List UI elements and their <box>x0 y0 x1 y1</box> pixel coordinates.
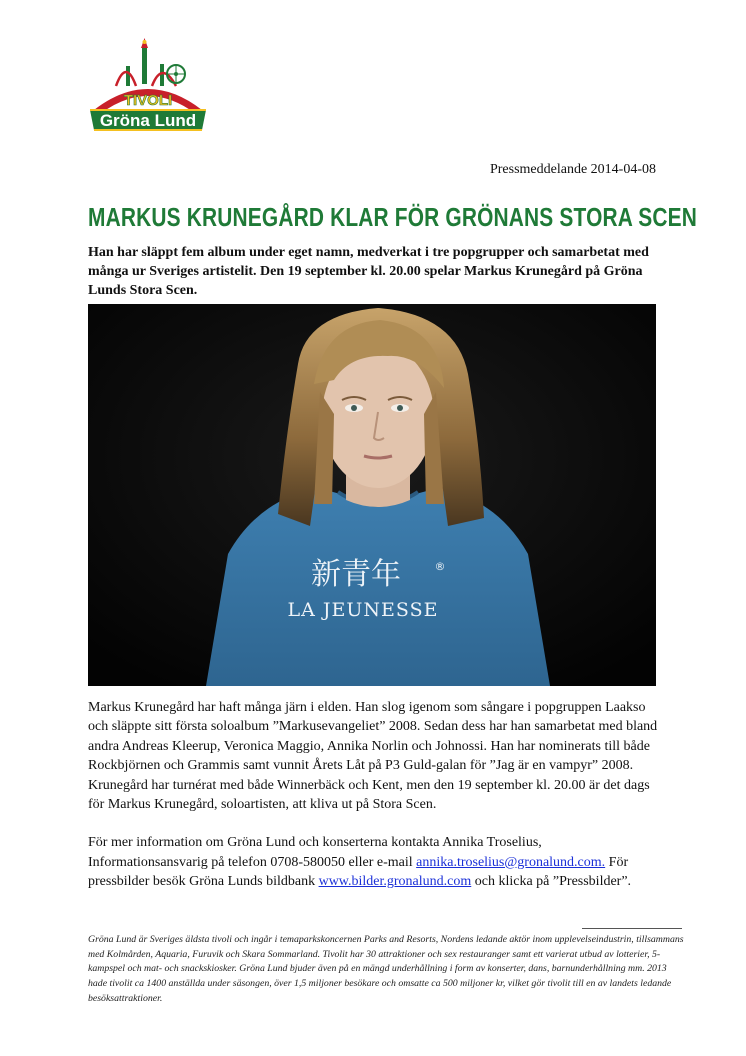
logo-bottom-text: Gröna Lund <box>99 111 197 130</box>
grona-lund-logo <box>86 38 210 134</box>
grona-lund-logo-graphic <box>86 38 210 134</box>
press-images-text: För pressbilder besök Gröna Lunds bildbank <box>88 854 629 890</box>
press-release-date: Pressmeddelande 2014-04-08 <box>489 162 656 177</box>
contact-text: För mer information om Gröna Lund och konserterna kontakta Annika Troselius, Informationsansvarig på telefon 0708-580050 eller e-mail <box>88 835 542 870</box>
page-title: MARKUS KRUNEGÅRD KLAR FÖR GRÖNANS STORA SCEN <box>88 204 697 232</box>
email-link[interactable]: annika.troselius@gronalund.com. <box>416 854 606 870</box>
artist-photo <box>88 304 656 686</box>
artist-photo-graphic <box>88 304 656 686</box>
shirt-print-mark: ® <box>434 560 446 573</box>
press-images-instruction: och klicka på ”Pressbilder”. <box>471 874 632 890</box>
body-paragraph-2 <box>88 833 660 891</box>
logo-top-text: TIVOLI <box>123 92 173 109</box>
body-paragraph-1: Markus Krunegård har haft många järn i elden. Han slog igenom som sångare i popgruppen Laakso och släppte sitt första soloalbum ”Markusevangeliet” 2008. Sedan dess har han samarbetat med bland andra Andreas Kleerup, Veronica Maggio, Annika Norlin och Johnossi. Han har nominerats till både Rockbjörnen och Grammis samt vunnit Årets Låt på P3 Guld-galan för ”Jag är en vampyr” 2008. Krunegård har turnérat med både Winnerbäck och Kent, men den 19 september kl. 20.00 är det dags för Markus Krunegård, soloartisten, att kliva ut på Stora Scen. <box>88 700 658 813</box>
footer-note: Gröna Lund är Sveriges äldsta tivoli och ingår i temaparkskoncernen Parks and Resorts, Nordens ledande aktör inom upplevelseindustrin, tillsammans med Kolmården, Aquaria, Furuvik och Skara Sommarland. Tivolit har 30 attraktioner och sex restauranger samt ett varierat utbud av lotterier, 5-kampspel och mat- och snackskiosker. Gröna Lund bjuder även på en mängd underhållning i form av konserter, dans, barnunderhållning mm. 2013 hade tivolit ca 1400 anställda under säsongen, över 1,5 miljoner besökare och omsatte ca 500 miljoner kr, vilket gör tivolit till en av landets ledande besöksattraktioner. <box>88 934 684 1004</box>
shirt-print-cjk: 新青年 <box>311 557 401 592</box>
lead-paragraph: Han har släppt fem album under eget namn, medverkat i tre popgrupper och samarbetat med många ur Sveriges artistelit. Den 19 september kl. 20.00 spelar Markus Krunegård på Gröna Lunds Stora Scen. <box>88 245 649 298</box>
article-body <box>88 698 660 911</box>
footer-divider <box>582 928 682 929</box>
shirt-print-text: LA JEUNESSE <box>287 599 439 621</box>
website-link[interactable]: www.bilder.gronalund.com <box>318 874 472 890</box>
